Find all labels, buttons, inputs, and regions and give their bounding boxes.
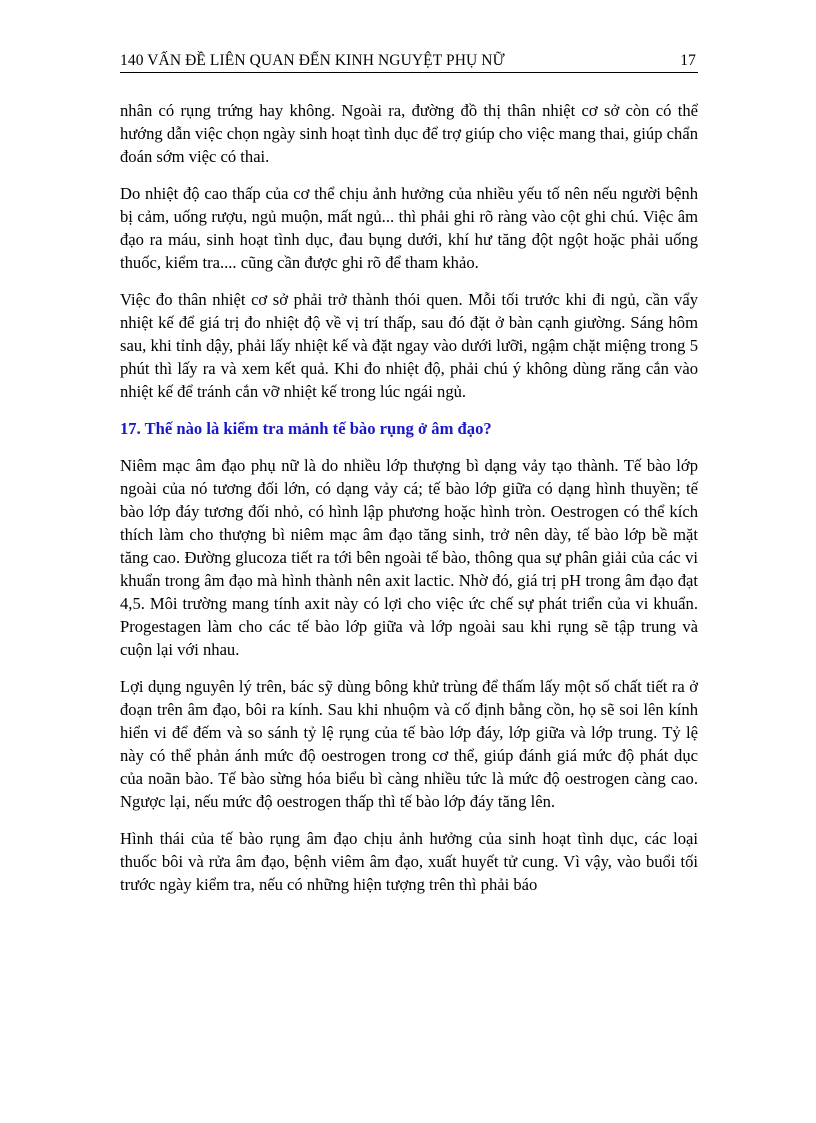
paragraph-4: Niêm mạc âm đạo phụ nữ là do nhiều lớp thượng bì dạng vảy tạo thành. Tế bào lớp ngoài của nó tương đối lớn, có dạng vảy cá; tế bào lớp giữa có dạng hình thuyền; tế bào lớp đáy tương đối nhỏ, có hình lập phương hoặc hình tròn. Oestrogen có thể kích thích làm cho thượng bì niêm mạc âm đạo tăng sinh, trở nên dày, tế bào lớp bề mặt tăng cao. Đường glucoza tiết ra tới bên ngoài tế bào, thông qua sự phân giải của các vi khuẩn trong âm đạo mà hình thành nên axit lactic. Nhờ đó, giá trị pH trong âm đạo đạt 4,5. Môi trường mang tính axit này có lợi cho việc ức chế sự phát triển của vi khuẩn. Progestagen làm cho các tế bào lớp giữa và lớp ngoài sau khi rụng sẽ tập trung và cuộn lại với nhau.	[120, 456, 698, 659]
paragraph-6: Hình thái của tế bào rụng âm đạo chịu ảnh hưởng của sinh hoạt tình dục, các loại thuốc bôi và rửa âm đạo, bệnh viêm âm đạo, xuất huyết tử cung. Vì vậy, vào buổi tối trước ngày kiểm tra, nếu có những hiện tượng trên thì phải báo	[120, 829, 698, 894]
section-heading: 17. Thế nào là kiểm tra mảnh tế bào rụng ở âm đạo?	[120, 419, 492, 438]
paragraph-1: nhân có rụng trứng hay không. Ngoài ra, đường đồ thị thân nhiệt cơ sở còn có thể hướng dẫn việc chọn ngày sinh hoạt tình dục để trợ giúp cho việc mang thai, giúp chẩn đoán sớm việc có thai.	[120, 101, 698, 166]
paragraph-5: Lợi dụng nguyên lý trên, bác sỹ dùng bông khử trùng để thấm lấy một số chất tiết ra ở đoạn trên âm đạo, bôi ra kính. Sau khi nhuộm và cố định bằng cồn, họ sẽ soi lên kính hiển vi để đếm và so sánh tỷ lệ rụng của tế bào lớp đáy, lớp giữa và lớp trung. Tỷ lệ này có thể phản ánh mức độ oestrogen trong cơ thể, giúp đánh giá mức độ phát dục của noãn bào. Tế bào sừng hóa biểu bì càng nhiều tức là mức độ oestrogen càng cao. Ngược lại, nếu mức độ oestrogen thấp thì tế bào lớp đáy tăng lên.	[120, 677, 698, 811]
paragraph-3: Việc đo thân nhiệt cơ sở phải trở thành thói quen. Mỗi tối trước khi đi ngủ, cần vẩy nhiệt kế để giá trị đo nhiệt độ về vị trí thấp, sau đó đặt ở bàn cạnh giường. Sáng hôm sau, khi tỉnh dậy, phải lấy nhiệt kế và đặt ngay vào dưới lưỡi, ngậm chặt miệng trong 5 phút thì lấy ra và xem kết quả. Khi đo nhiệt độ, phải chú ý không dùng răng cắn vào nhiệt kế để tránh cắn vỡ nhiệt kế trong lúc ngái ngủ.	[120, 290, 698, 401]
paragraph-2: Do nhiệt độ cao thấp của cơ thể chịu ảnh hưởng của nhiều yếu tố nên nếu người bệnh bị cảm, uống rượu, ngủ muộn, mất ngủ... thì phải ghi rõ ràng vào cột ghi chú. Việc âm đạo ra máu, sinh hoạt tình dục, đau bụng dưới, khí hư tăng đột ngột hoặc phải uống thuốc, kiểm tra.... cũng cần được ghi rõ để tham khảo.	[120, 184, 698, 272]
header-title: 140 VẤN ĐỀ LIÊN QUAN ĐẾN KINH NGUYỆT PHỤ NỮ	[120, 52, 505, 69]
page-body	[120, 99, 698, 910]
page-number: 17	[680, 52, 696, 69]
running-header	[120, 50, 698, 73]
